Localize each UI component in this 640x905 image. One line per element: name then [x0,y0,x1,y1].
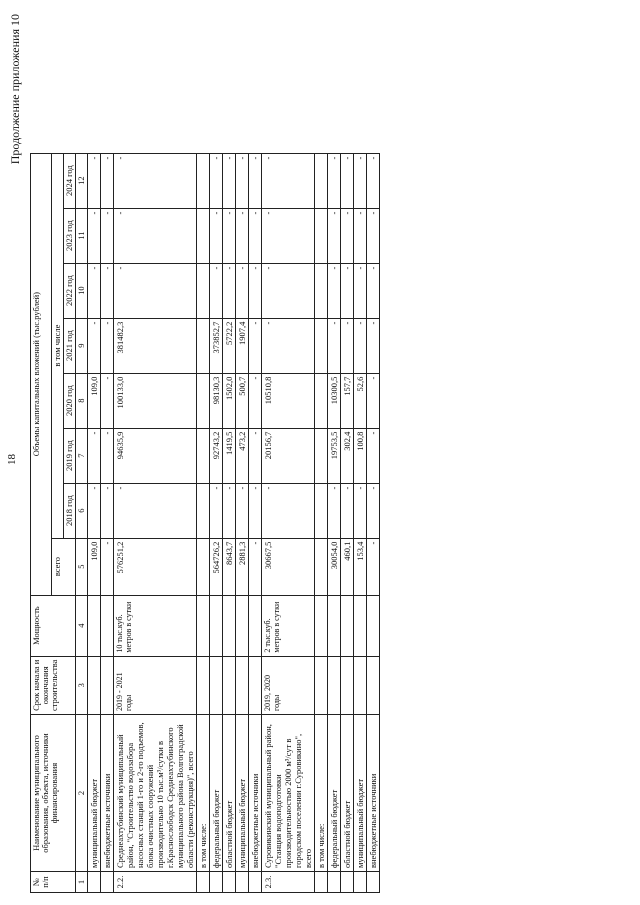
value-cell: 8643,7 [222,538,235,595]
value-cell: - [366,373,379,428]
index-cell: 11 [75,208,87,263]
table-row [314,153,327,892]
row-power [314,595,327,656]
col-power: Мощность [31,595,76,656]
row-power [235,595,248,656]
value-cell: - [235,208,248,263]
row-number [87,872,100,893]
value-cell: 153,4 [353,538,366,595]
value-cell [314,153,327,208]
value-cell: - [353,263,366,318]
value-cell: - [248,318,261,373]
value-cell: - [327,263,340,318]
value-cell: - [340,153,353,208]
row-power [87,595,100,656]
row-power [248,595,261,656]
value-cell: - [113,263,196,318]
value-cell: - [366,318,379,373]
value-cell: - [327,318,340,373]
table-row [261,153,314,892]
value-cell [314,538,327,595]
row-name: в том числе: [196,715,209,872]
value-cell: - [100,318,113,373]
row-name: муниципальный бюджет [235,715,248,872]
row-power [340,595,353,656]
col-2024: 2024 год [63,153,75,208]
row-term [353,656,366,714]
value-cell: 109,0 [87,373,100,428]
value-cell: 30667,5 [261,538,314,595]
value-cell: - [327,483,340,538]
row-term [100,656,113,714]
table-row [209,153,222,892]
value-cell: 98130,3 [209,373,222,428]
index-cell: 2 [75,715,87,872]
index-cell: 9 [75,318,87,373]
value-cell: - [366,153,379,208]
table-row [87,153,100,892]
row-number [196,872,209,893]
value-cell: - [87,483,100,538]
value-cell: - [366,428,379,483]
value-cell: 10510,8 [261,373,314,428]
value-cell: 1907,4 [235,318,248,373]
row-term [235,656,248,714]
col-2021: 2021 год [63,318,75,373]
table-row [366,153,379,892]
row-term [248,656,261,714]
row-name: федеральный бюджет [327,715,340,872]
index-cell: 8 [75,373,87,428]
value-cell: - [248,373,261,428]
value-cell: - [248,263,261,318]
col-total: всего [52,538,76,595]
value-cell: - [100,208,113,263]
row-number [248,872,261,893]
row-power [222,595,235,656]
table-row [340,153,353,892]
value-cell: - [235,483,248,538]
value-cell: - [248,208,261,263]
value-cell: 100,8 [353,428,366,483]
value-cell: - [113,153,196,208]
value-cell: - [100,538,113,595]
row-term [87,656,100,714]
value-cell: 500,7 [235,373,248,428]
value-cell: 20156,7 [261,428,314,483]
value-cell: 302,4 [340,428,353,483]
value-cell: - [113,483,196,538]
value-cell: - [340,318,353,373]
value-cell: - [235,263,248,318]
value-cell: - [353,208,366,263]
value-cell: - [261,318,314,373]
index-cell: 4 [75,595,87,656]
value-cell: 564726,2 [209,538,222,595]
row-term: 2019 - 2021 годы [113,656,196,714]
value-cell: - [100,263,113,318]
value-cell: - [100,153,113,208]
row-term [366,656,379,714]
col-2023: 2023 год [63,208,75,263]
table-row [353,153,366,892]
value-cell: - [261,263,314,318]
value-cell: - [261,483,314,538]
value-cell: - [87,263,100,318]
row-number [340,872,353,893]
value-cell: 1419,5 [222,428,235,483]
row-power [100,595,113,656]
value-cell: - [87,318,100,373]
row-number [235,872,248,893]
index-row [75,153,87,892]
table-row [248,153,261,892]
row-name: в том числе: [314,715,327,872]
value-cell: 576251,2 [113,538,196,595]
table-row [196,153,209,892]
value-cell: 100133,0 [113,373,196,428]
index-cell: 7 [75,428,87,483]
row-power: 10 тыс.куб. метров в сутки [113,595,196,656]
page-number: 18 [6,454,18,465]
value-cell: 52,6 [353,373,366,428]
value-cell: - [100,373,113,428]
row-term [314,656,327,714]
value-cell: 460,1 [340,538,353,595]
value-cell: 381482,3 [113,318,196,373]
index-cell: 1 [75,872,87,893]
value-cell: - [222,153,235,208]
value-cell [196,153,209,208]
table-row [235,153,248,892]
value-cell: - [209,153,222,208]
value-cell: - [113,208,196,263]
row-power [209,595,222,656]
value-cell: - [248,153,261,208]
value-cell: - [366,263,379,318]
value-cell: - [248,428,261,483]
value-cell [314,483,327,538]
value-cell: - [353,153,366,208]
value-cell: - [261,208,314,263]
col-2022: 2022 год [63,263,75,318]
row-name: муниципальный бюджет [353,715,366,872]
row-term [209,656,222,714]
value-cell: - [100,428,113,483]
value-cell: - [87,153,100,208]
value-cell: - [87,208,100,263]
value-cell: - [248,538,261,595]
index-cell: 5 [75,538,87,595]
col-name: Наименование муниципального образования, объекта, источники финансирования [31,715,76,872]
row-power [327,595,340,656]
row-number [209,872,222,893]
value-cell: 157,7 [340,373,353,428]
value-cell [196,483,209,538]
row-power: 2 тыс.куб. метров в сутки [261,595,314,656]
col-volumes: Объемы капитальных вложений (тыс.рублей) [31,153,52,595]
value-cell [196,208,209,263]
index-cell: 10 [75,263,87,318]
value-cell: - [366,538,379,595]
row-name: областной бюджет [222,715,235,872]
value-cell: 473,2 [235,428,248,483]
value-cell: 94635,9 [113,428,196,483]
value-cell [196,373,209,428]
value-cell [196,428,209,483]
value-cell [314,428,327,483]
value-cell: 30054,0 [327,538,340,595]
value-cell: - [222,483,235,538]
value-cell: - [340,263,353,318]
value-cell: 373852,7 [209,318,222,373]
col-term: Срок начала и окончания строительства [31,656,76,714]
row-number [100,872,113,893]
value-cell: 10300,5 [327,373,340,428]
row-power [353,595,366,656]
col-2020: 2020 год [63,373,75,428]
col-2019: 2019 год [63,428,75,483]
value-cell: - [222,208,235,263]
value-cell: - [353,483,366,538]
row-number [327,872,340,893]
row-name: внебюджетные источники [100,715,113,872]
row-term [327,656,340,714]
value-cell: 92743,2 [209,428,222,483]
value-cell: - [340,208,353,263]
row-name: внебюджетные источники [366,715,379,872]
value-cell: 109,0 [87,538,100,595]
value-cell [314,318,327,373]
table-row [113,153,196,892]
value-cell [196,263,209,318]
value-cell: - [209,483,222,538]
value-cell: - [222,263,235,318]
value-cell: - [327,153,340,208]
index-cell: 3 [75,656,87,714]
value-cell: - [366,208,379,263]
value-cell: - [248,483,261,538]
value-cell: - [327,208,340,263]
value-cell [196,318,209,373]
value-cell: 5722,2 [222,318,235,373]
value-cell: - [209,263,222,318]
investment-table [30,153,380,893]
row-name: муниципальный бюджет [87,715,100,872]
row-name: федеральный бюджет [209,715,222,872]
table-row [100,153,113,892]
row-name: Среднеахтубинский муниципальный район, "Строительство водозабора насосных станций 1-го и 2-го подъемов, блока очистных сооружений производительно 10 тыс.м³/сутки в г.Краснослободск Среднеахтубинского муниципального района Волгоградской области (реконструкция)", всего [113,715,196,872]
value-cell: - [87,428,100,483]
row-number [353,872,366,893]
row-name: внебюджетные источники [248,715,261,872]
value-cell: - [235,153,248,208]
table-row [327,153,340,892]
row-term [222,656,235,714]
value-cell: 2881,3 [235,538,248,595]
value-cell [314,373,327,428]
row-term [196,656,209,714]
value-cell: - [209,208,222,263]
row-number: 2.3. [261,872,314,893]
row-number: 2.2. [113,872,196,893]
row-name: областной бюджет [340,715,353,872]
value-cell: 1502,0 [222,373,235,428]
row-term: 2019, 2020 годы [261,656,314,714]
appendix-caption: Продолжение приложения 10 [8,14,22,165]
value-cell [196,538,209,595]
value-cell: - [100,483,113,538]
value-cell [314,263,327,318]
col-2018: 2018 год [63,483,75,538]
row-term [340,656,353,714]
value-cell: 19753,5 [327,428,340,483]
index-cell: 12 [75,153,87,208]
value-cell: - [261,153,314,208]
row-number [222,872,235,893]
row-number [366,872,379,893]
value-cell [314,208,327,263]
index-cell: 6 [75,483,87,538]
row-name: Суровикинский муниципальный район, "Станция водоподготовки производительностью 2000 м³/сут в городском поселении г.Суровикино", всего [261,715,314,872]
col-num: № п/п [31,872,76,893]
row-number [314,872,327,893]
value-cell: - [353,318,366,373]
table-row [222,153,235,892]
row-power [196,595,209,656]
value-cell: - [340,483,353,538]
row-power [366,595,379,656]
col-incl: в том числе [52,153,64,538]
value-cell: - [366,483,379,538]
